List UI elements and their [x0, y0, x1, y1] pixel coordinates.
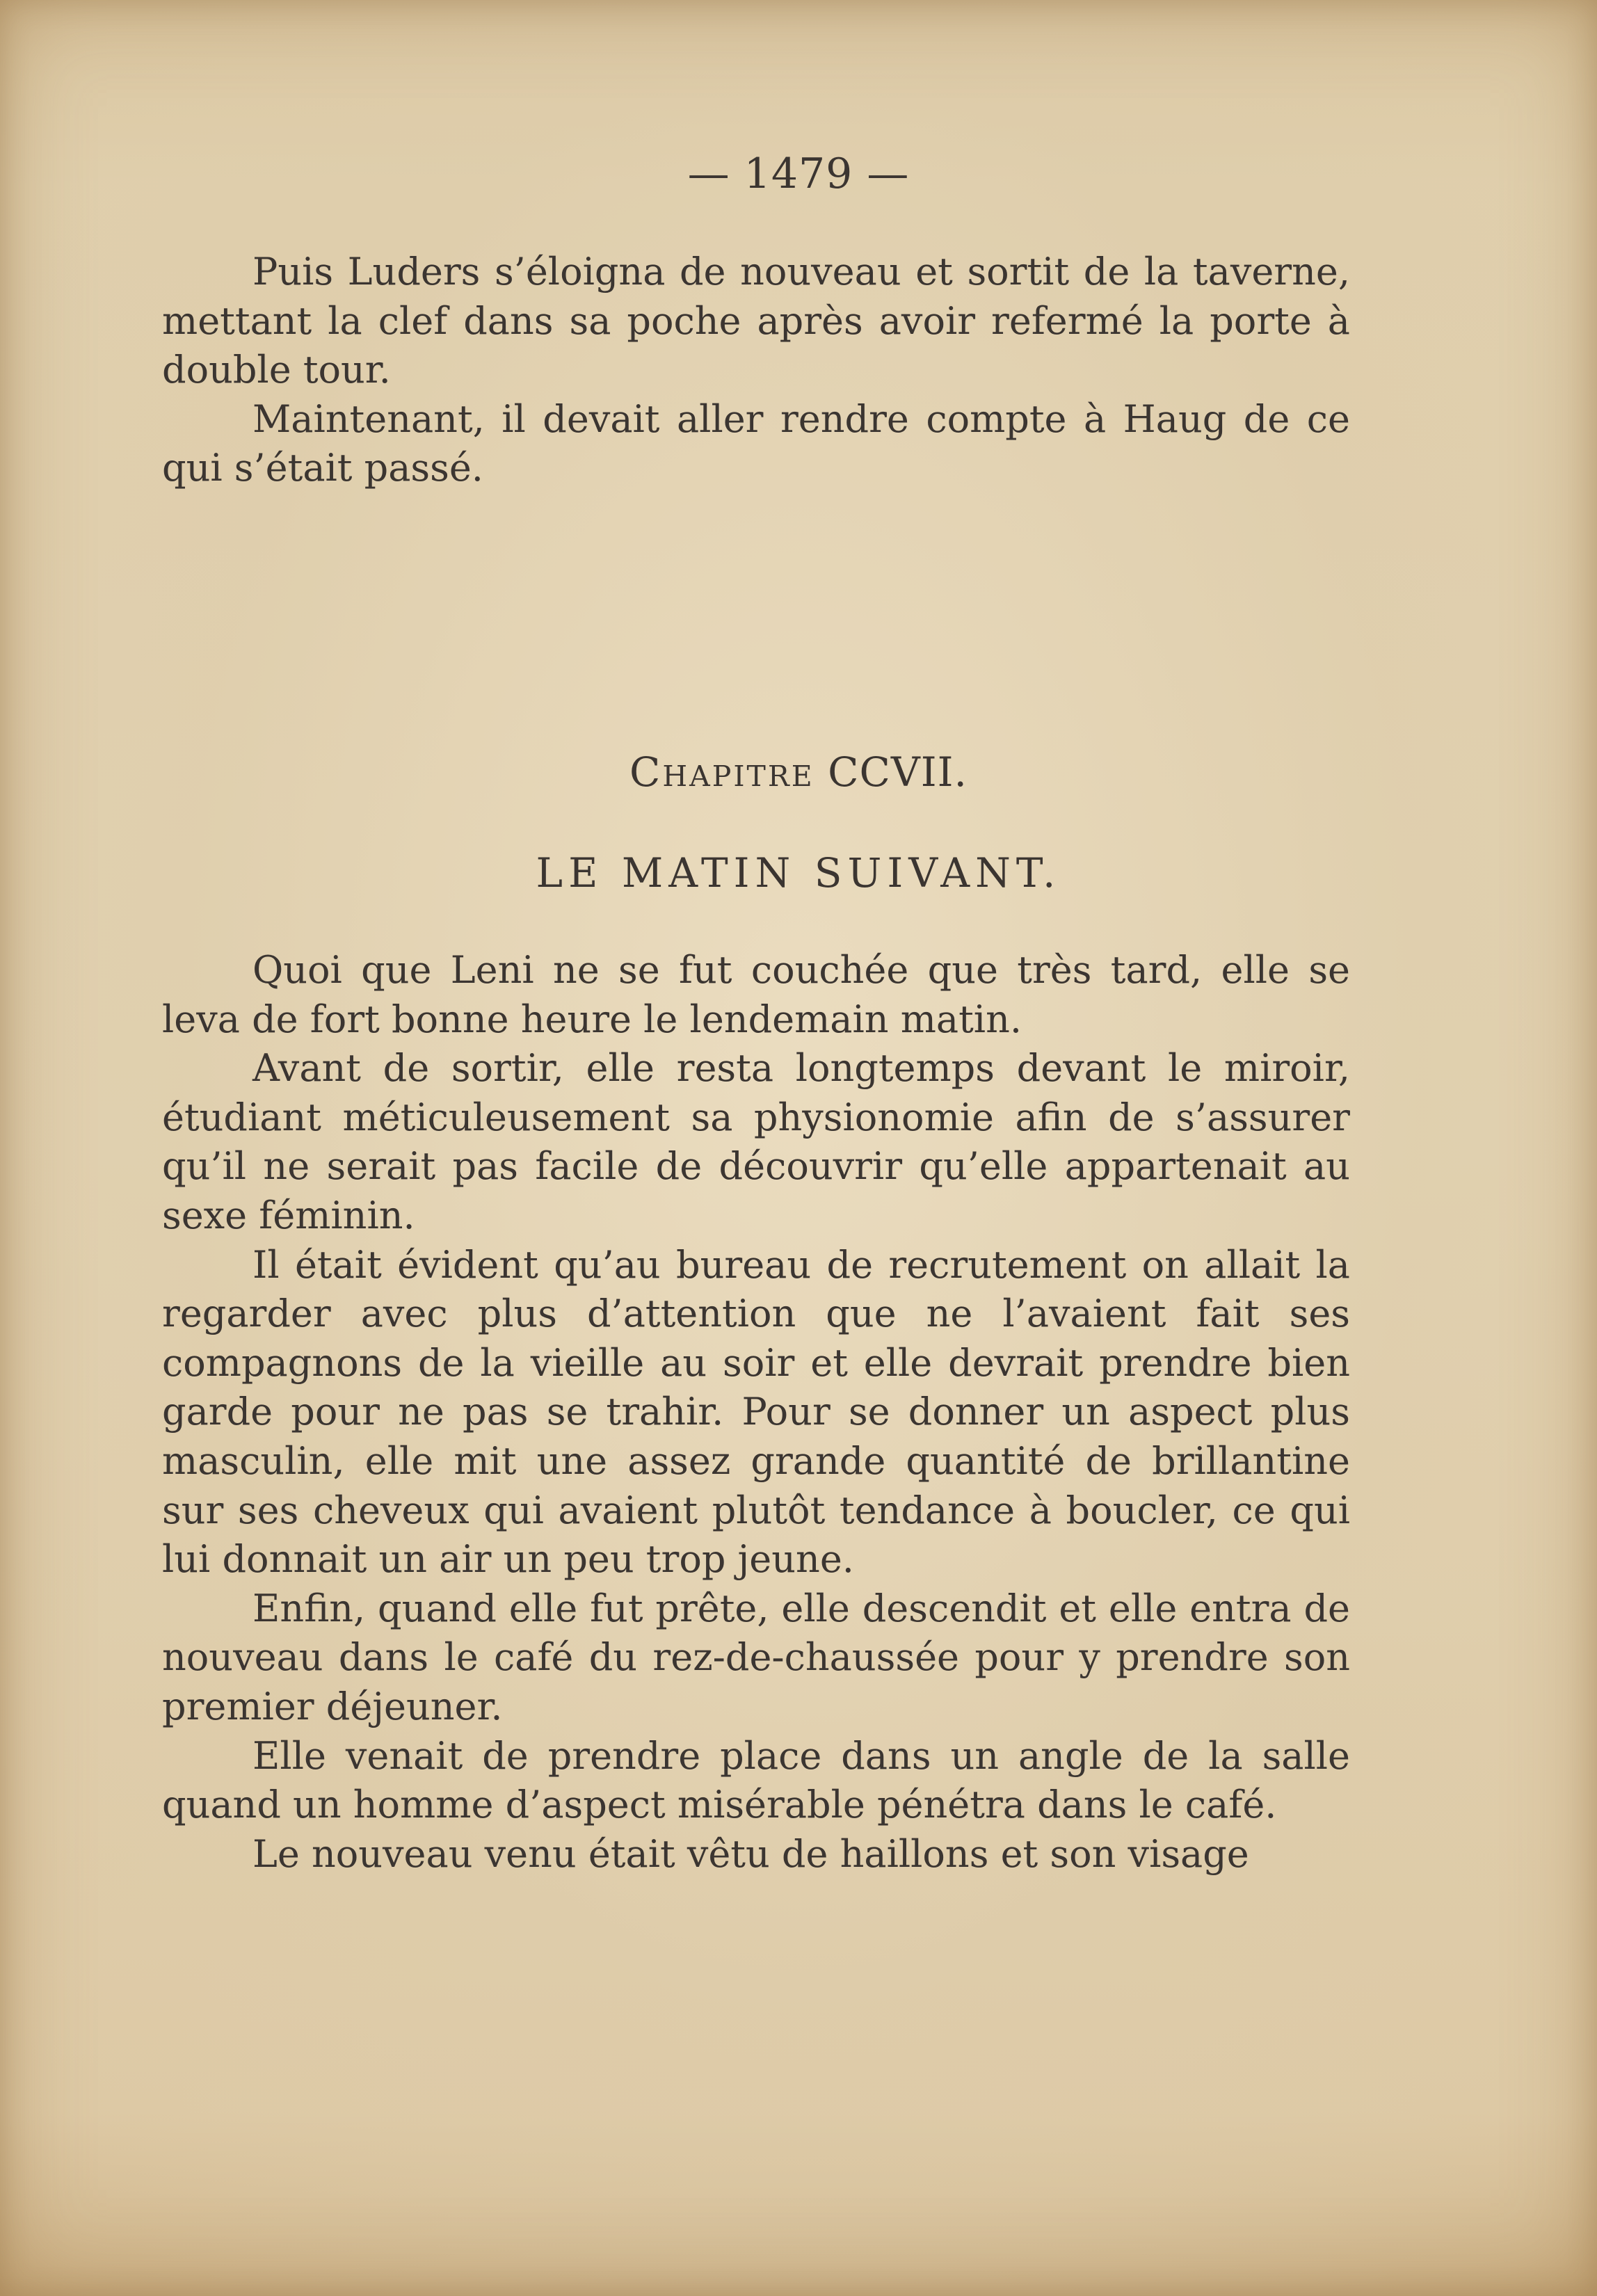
paragraph: Il était évident qu’au bureau de recrutement on allait la regarder avec plus d’attention que ne l’avaient fait ses compagnons de la vieille au soir et elle devrait prendre bien garde pour ne pas se trahir. Pour se donner un aspect plus masculin, elle mit une assez grande quantité de brillantine sur ses cheveux qui avaient plutôt tendance à boucler, ce qui lui donnait un air un peu trop jeune. — [162, 1242, 1350, 1582]
paragraph: Maintenant, il devait aller rendre compte à Haug de ce qui s’était passé. — [162, 396, 1350, 490]
chapter-numeral: CCVII. — [828, 748, 968, 796]
chapter-label: Chapitre — [629, 748, 814, 796]
chapter-body — [162, 946, 1350, 1879]
closing-paragraphs — [162, 248, 1350, 493]
chapter-title: LE MATIN SUIVANT. — [536, 849, 1061, 897]
paragraph: Avant de sortir, elle resta longtemps devant le miroir, étudiant méticuleusement sa physionomie afin de s’assurer qu’il ne serait pas facile de découvrir qu’elle appartenait au sexe féminin. — [162, 1046, 1350, 1237]
paragraph: Quoi que Leni ne se fut couchée que très tard, elle se leva de fort bonne heure le lendemain matin. — [162, 948, 1350, 1041]
paragraph: Le nouveau venu était vêtu de haillons et son visage — [252, 1831, 1249, 1876]
chapter-heading — [0, 748, 1597, 796]
paragraph: Elle venait de prendre place dans un angle de la salle quand un homme d’aspect misérable pénétra dans le café. — [162, 1733, 1350, 1827]
page-number: — 1479 — — [687, 150, 910, 198]
paragraph: Puis Luders s’éloigna de nouveau et sortit de la taverne, mettant la clef dans sa poche après avoir refermé la porte à double tour. — [162, 250, 1350, 392]
paragraph: Enfin, quand elle fut prête, elle descendit et elle entra de nouveau dans le café du rez-de-chaussée pour y prendre son premier déjeuner. — [162, 1586, 1350, 1728]
